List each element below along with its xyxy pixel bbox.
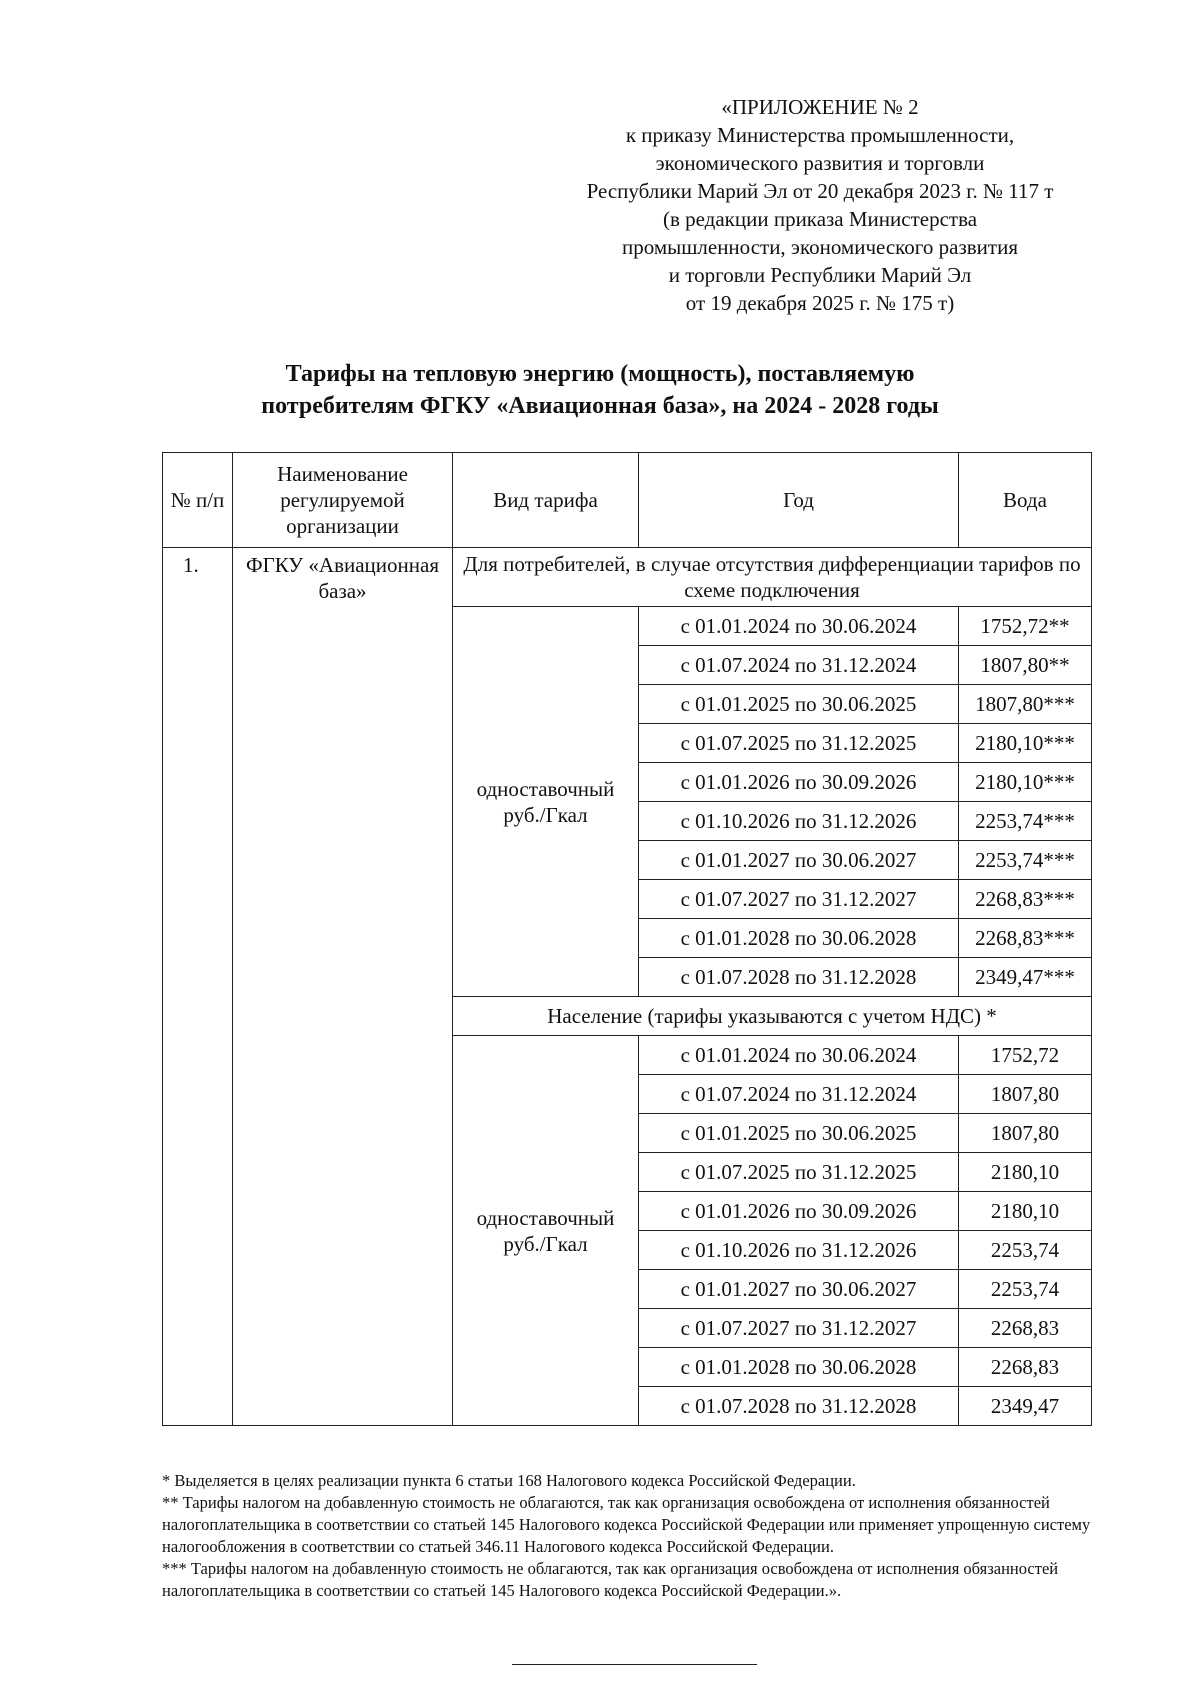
period-cell: с 01.07.2028 по 31.12.2028 [639, 1387, 959, 1426]
period-cell: с 01.01.2025 по 30.06.2025 [639, 1114, 959, 1153]
tariff-value-cell: 2253,74*** [959, 802, 1092, 841]
appendix-line: Республики Марий Эл от 20 декабря 2023 г. № 117 т [586, 179, 1054, 203]
tariff-value-cell: 2253,74 [959, 1270, 1092, 1309]
period-cell: с 01.07.2025 по 31.12.2025 [639, 724, 959, 763]
tariff-value-cell: 2349,47 [959, 1387, 1092, 1426]
header-type: Вид тарифа [453, 453, 639, 548]
tariff-value-cell: 2180,10*** [959, 763, 1092, 802]
section-heading-row [163, 548, 1092, 607]
header-year: Год [639, 453, 959, 548]
tariff-value-cell: 1752,72** [959, 607, 1092, 646]
period-cell: с 01.10.2026 по 31.12.2026 [639, 802, 959, 841]
tariff-value-cell: 2253,74*** [959, 841, 1092, 880]
table-header-row [163, 453, 1092, 548]
tariff-value-cell: 2180,10 [959, 1153, 1092, 1192]
tariff-value-cell: 1807,80 [959, 1075, 1092, 1114]
tariff-value-cell: 2268,83*** [959, 880, 1092, 919]
appendix-line: от 19 декабря 2025 г. № 175 т) [685, 291, 955, 315]
period-cell: с 01.01.2027 по 30.06.2027 [639, 1270, 959, 1309]
period-cell: с 01.01.2028 по 30.06.2028 [639, 919, 959, 958]
footnote-1: * Выделяется в целях реализации пункта 6 статьи 168 Налогового кодекса Российской Федерации. [162, 1471, 856, 1490]
tariff-table [162, 452, 1092, 1426]
document-title [150, 358, 1050, 422]
appendix-line: и торговли Республики Марий Эл [668, 263, 972, 287]
tariff-value-cell: 1807,80 [959, 1114, 1092, 1153]
period-cell: с 01.01.2024 по 30.06.2024 [639, 607, 959, 646]
appendix-line: промышленности, экономического развития [621, 235, 1018, 259]
row-number: 1. [163, 548, 233, 1426]
tariff-type: одноставочный руб./Гкал [453, 607, 639, 997]
appendix-header [520, 93, 1120, 317]
end-divider [512, 1664, 757, 1665]
period-cell: с 01.01.2028 по 30.06.2028 [639, 1348, 959, 1387]
period-cell: с 01.01.2025 по 30.06.2025 [639, 685, 959, 724]
tariff-value-cell: 2268,83*** [959, 919, 1092, 958]
tariff-value-cell: 2180,10*** [959, 724, 1092, 763]
tariff-value-cell: 2253,74 [959, 1231, 1092, 1270]
organization-name: ФГКУ «Авиационная база» [233, 548, 453, 1426]
tariff-value-cell: 1807,80*** [959, 685, 1092, 724]
section-heading: Для потребителей, в случае отсутствия дифференциации тарифов по схеме подключения [453, 548, 1092, 607]
header-num: № п/п [163, 453, 233, 548]
period-cell: с 01.07.2024 по 31.12.2024 [639, 1075, 959, 1114]
footnote-2: ** Тарифы налогом на добавленную стоимость не облагаются, так как организация освобождена от исполнения обязанностей налогоплательщика в соответствии со статьей 145 Налогового кодекса Российской Федерации или применяет упрощенную систему налогообложения в соответствии со статьей 346.11 Налогового кодекса Российской Федерации. [162, 1493, 1091, 1556]
tariff-type: одноставочный руб./Гкал [453, 1036, 639, 1426]
appendix-line: к приказу Министерства промышленности, [625, 123, 1015, 147]
period-cell: с 01.07.2027 по 31.12.2027 [639, 1309, 959, 1348]
footnotes [162, 1470, 1102, 1602]
tariff-value-cell: 2349,47*** [959, 958, 1092, 997]
period-cell: с 01.01.2026 по 30.09.2026 [639, 763, 959, 802]
period-cell: с 01.07.2024 по 31.12.2024 [639, 646, 959, 685]
period-cell: с 01.07.2028 по 31.12.2028 [639, 958, 959, 997]
appendix-line: «ПРИЛОЖЕНИЕ № 2 [721, 95, 919, 119]
period-cell: с 01.01.2024 по 30.06.2024 [639, 1036, 959, 1075]
header-org: Наименование регулируемой организации [233, 453, 453, 548]
period-cell: с 01.10.2026 по 31.12.2026 [639, 1231, 959, 1270]
tariff-value-cell: 1807,80** [959, 646, 1092, 685]
header-water: Вода [959, 453, 1092, 548]
period-cell: с 01.07.2027 по 31.12.2027 [639, 880, 959, 919]
footnote-3: *** Тарифы налогом на добавленную стоимость не облагаются, так как организация освобождена от исполнения обязанностей налогоплательщика в соответствии со статьей 145 Налогового кодекса Российской Федерации.». [162, 1559, 1059, 1600]
tariff-value-cell: 2268,83 [959, 1348, 1092, 1387]
title-line-2: потребителям ФГКУ «Авиационная база», на 2024 - 2028 годы [261, 393, 939, 419]
period-cell: с 01.01.2026 по 30.09.2026 [639, 1192, 959, 1231]
section-heading: Население (тарифы указываются с учетом НДС) * [453, 997, 1092, 1036]
table-body [163, 548, 1092, 1426]
tariff-value-cell: 2180,10 [959, 1192, 1092, 1231]
period-cell: с 01.01.2027 по 30.06.2027 [639, 841, 959, 880]
tariff-value-cell: 2268,83 [959, 1309, 1092, 1348]
title-line-1: Тарифы на тепловую энергию (мощность), поставляемую [285, 361, 915, 387]
period-cell: с 01.07.2025 по 31.12.2025 [639, 1153, 959, 1192]
appendix-line: (в редакции приказа Министерства [662, 207, 978, 231]
appendix-line: экономического развития и торговли [655, 151, 985, 175]
tariff-value-cell: 1752,72 [959, 1036, 1092, 1075]
